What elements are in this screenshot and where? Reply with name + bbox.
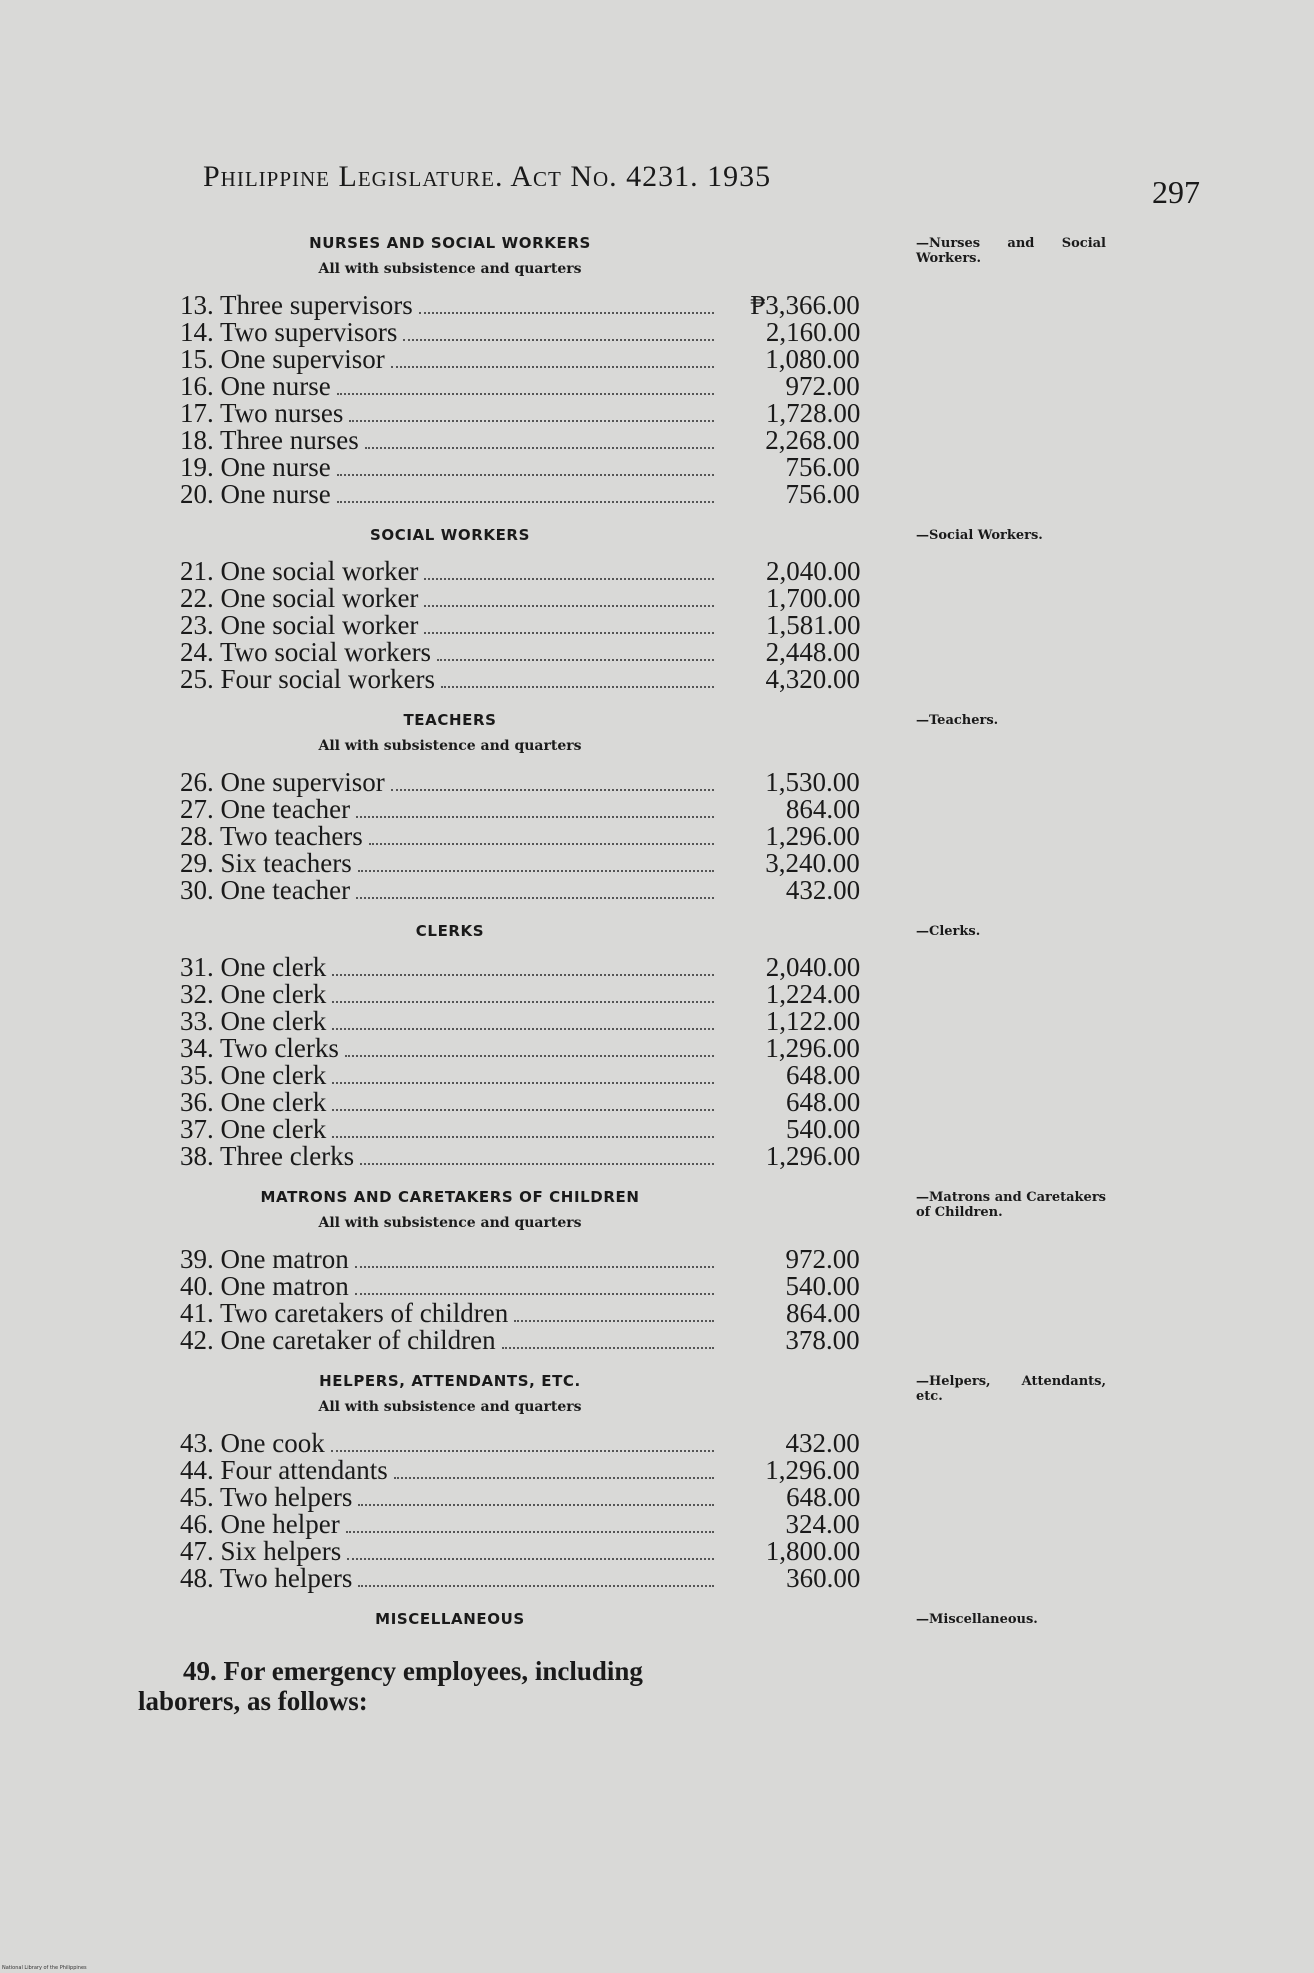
- line-item-amount: 1,728.00: [765, 398, 861, 428]
- line-item-label: 28. Two teachers: [180, 821, 363, 851]
- line-item-amount: 756.00: [785, 479, 860, 509]
- line-item-label: 13. Three supervisors: [180, 290, 413, 320]
- line-item-label: 37. One clerk: [180, 1114, 327, 1144]
- line-item-amount: 1,296.00: [765, 1141, 861, 1171]
- line-item: [180, 1008, 910, 1035]
- dot-leader: [331, 1450, 714, 1452]
- dot-leader: [419, 312, 714, 314]
- section-subheading: All with subsistence and quarters: [318, 1215, 582, 1231]
- line-item-amount: 648.00: [785, 1060, 861, 1090]
- line-item: [180, 666, 910, 693]
- line-item-amount: 3,240.00: [765, 848, 860, 878]
- line-item: [180, 1089, 910, 1116]
- line-item: [180, 292, 910, 319]
- dot-leader: [346, 1531, 714, 1533]
- line-item: [180, 1484, 910, 1511]
- line-item: [180, 1143, 910, 1170]
- line-item: [180, 612, 910, 639]
- dot-leader: [345, 1055, 714, 1057]
- line-item-label: 45. Two helpers: [180, 1482, 353, 1512]
- line-item: [180, 1327, 910, 1354]
- dot-leader: [360, 1163, 714, 1165]
- dot-leader: [337, 501, 714, 503]
- dot-leader: [369, 843, 714, 845]
- line-item: [180, 400, 910, 427]
- dot-leader: [332, 974, 714, 976]
- line-item-label: 21. One social worker: [180, 556, 419, 586]
- dot-leader: [403, 339, 714, 341]
- dot-leader: [332, 1136, 714, 1138]
- line-item-label: 14. Two supervisors: [180, 317, 398, 347]
- line-item-label: 39. One matron: [180, 1244, 349, 1274]
- page-number: 297: [1152, 174, 1200, 210]
- line-item-label: 19. One nurse: [180, 452, 331, 482]
- line-item: [180, 1116, 910, 1143]
- line-item-amount: ₱3,366.00: [750, 290, 860, 320]
- line-item-amount: 432.00: [785, 875, 861, 905]
- margin-note: —Matrons and Caretakers of Children.: [916, 1190, 1106, 1220]
- line-item-label: 22. One social worker: [180, 583, 419, 613]
- dot-leader: [424, 578, 714, 580]
- dot-leader: [347, 1558, 714, 1560]
- section: [180, 230, 1106, 509]
- dot-leader: [358, 1585, 714, 1587]
- line-item-amount: 972.00: [785, 1244, 860, 1274]
- section: [180, 1368, 1106, 1593]
- closing-paragraph: 49. For emergency employees, including laborers, as follows:: [138, 1656, 643, 1716]
- line-item: [180, 823, 910, 850]
- line-item-amount: 432.00: [785, 1428, 860, 1458]
- section-subheading: All with subsistence and quarters: [318, 738, 582, 754]
- line-item: [180, 1565, 910, 1592]
- dot-leader: [332, 1109, 714, 1111]
- line-item-amount: 1,224.00: [765, 979, 861, 1009]
- line-item: [180, 1538, 910, 1565]
- line-item-amount: 648.00: [785, 1087, 861, 1117]
- line-item: [180, 1062, 910, 1089]
- dot-leader: [358, 870, 714, 872]
- line-item: [180, 454, 910, 481]
- line-item: [180, 639, 910, 666]
- line-item: [180, 319, 910, 346]
- line-item: [180, 558, 910, 585]
- section: [180, 1606, 1038, 1642]
- line-item-label: 24. Two social workers: [180, 637, 432, 667]
- dot-leader: [391, 366, 714, 368]
- line-item: [180, 373, 910, 400]
- line-item-label: 36. One clerk: [180, 1087, 327, 1117]
- line-item-label: 31. One clerk: [180, 952, 327, 982]
- line-item: [180, 954, 910, 981]
- line-item-label: 38. Three clerks: [180, 1141, 355, 1171]
- section-heading: MISCELLANEOUS: [375, 1610, 525, 1628]
- line-item-amount: 324.00: [785, 1509, 860, 1539]
- line-item-label: 43. One cook: [180, 1428, 325, 1458]
- section: [180, 707, 999, 905]
- line-item-amount: 360.00: [786, 1563, 861, 1593]
- line-item-amount: 540.00: [785, 1271, 860, 1301]
- line-item-amount: 1,530.00: [765, 767, 860, 797]
- dot-leader: [441, 686, 714, 688]
- section-subheading: All with subsistence and quarters: [318, 261, 582, 277]
- dot-leader: [394, 1477, 714, 1479]
- line-item-amount: 2,040.00: [765, 952, 861, 982]
- line-item: [180, 427, 910, 454]
- line-item-amount: 1,296.00: [765, 821, 860, 851]
- line-item-amount: 1,296.00: [765, 1455, 860, 1485]
- line-item-amount: 1,080.00: [765, 344, 860, 374]
- line-item: [180, 981, 910, 1008]
- line-item-amount: 2,040.00: [765, 556, 861, 586]
- line-item-amount: 1,296.00: [765, 1033, 860, 1063]
- dot-leader: [502, 1347, 714, 1349]
- line-item-amount: 972.00: [785, 371, 860, 401]
- line-item: [180, 1511, 910, 1538]
- line-item: [180, 346, 910, 373]
- line-item-label: 16. One nurse: [180, 371, 331, 401]
- line-item-label: 40. One matron: [180, 1271, 349, 1301]
- dot-leader: [424, 632, 714, 634]
- line-item-amount: 2,160.00: [765, 317, 861, 347]
- section: [180, 522, 1043, 694]
- line-item-amount: 540.00: [785, 1114, 861, 1144]
- line-item: [180, 796, 910, 823]
- line-item-label: 32. One clerk: [180, 979, 327, 1009]
- line-item: [180, 877, 910, 904]
- line-item: [180, 1457, 910, 1484]
- appropriations-list: [138, 224, 1106, 1716]
- dot-leader: [355, 1293, 714, 1295]
- line-item: [180, 850, 910, 877]
- line-item-amount: 1,700.00: [765, 583, 861, 613]
- line-item: [180, 585, 910, 612]
- line-item-label: 33. One clerk: [180, 1006, 327, 1036]
- line-item-label: 25. Four social workers: [180, 664, 435, 694]
- section-subheading: All with subsistence and quarters: [318, 1399, 582, 1415]
- line-item-label: 46. One helper: [180, 1509, 340, 1539]
- line-item-label: 42. One caretaker of children: [180, 1325, 496, 1355]
- line-item-amount: 648.00: [786, 1482, 861, 1512]
- line-item-label: 20. One nurse: [180, 479, 331, 509]
- line-item-label: 15. One supervisor: [180, 344, 385, 374]
- line-item: [180, 1246, 910, 1273]
- line-item-label: 30. One teacher: [180, 875, 351, 905]
- footer-credit: National Library of the Philippines: [2, 1965, 87, 1971]
- line-item-label: 34. Two clerks: [180, 1033, 339, 1063]
- line-item-label: 48. Two helpers: [180, 1563, 353, 1593]
- section-heading: HELPERS, ATTENDANTS, ETC.: [319, 1372, 581, 1390]
- line-item-amount: 864.00: [785, 1298, 861, 1328]
- line-item-label: 29. Six teachers: [180, 848, 352, 878]
- section-heading: TEACHERS: [403, 711, 497, 729]
- line-item-amount: 1,800.00: [765, 1536, 861, 1566]
- line-item: [180, 1273, 910, 1300]
- dot-leader: [437, 659, 714, 661]
- section: [180, 1184, 1106, 1355]
- line-item: [180, 1035, 910, 1062]
- line-item-label: 44. Four attendants: [180, 1455, 388, 1485]
- dot-leader: [391, 789, 714, 791]
- line-item-amount: 1,122.00: [765, 1006, 861, 1036]
- section-heading: NURSES AND SOCIAL WORKERS: [309, 234, 591, 252]
- dot-leader: [337, 474, 714, 476]
- line-item: [180, 1430, 910, 1457]
- dot-leader: [356, 897, 714, 899]
- section-heading: MATRONS AND CARETAKERS OF CHILDREN: [260, 1188, 640, 1206]
- dot-leader: [349, 420, 714, 422]
- margin-note: —Clerks.: [916, 924, 981, 939]
- line-item-amount: 1,581.00: [765, 610, 861, 640]
- margin-note: —Helpers, Attendants, etc.: [916, 1374, 1106, 1404]
- line-item-label: 41. Two caretakers of children: [180, 1298, 509, 1328]
- section: [180, 918, 981, 1171]
- line-item-label: 47. Six helpers: [180, 1536, 342, 1566]
- dot-leader: [365, 447, 714, 449]
- dot-leader: [332, 1001, 714, 1003]
- dot-leader: [358, 1504, 714, 1506]
- line-item-label: 26. One supervisor: [180, 767, 385, 797]
- section-heading: SOCIAL WORKERS: [369, 526, 530, 544]
- margin-note: —Teachers.: [916, 713, 999, 728]
- line-item-label: 18. Three nurses: [180, 425, 359, 455]
- line-item: [180, 1300, 910, 1327]
- line-item-amount: 756.00: [785, 452, 860, 482]
- dot-leader: [514, 1320, 714, 1322]
- margin-note: —Social Workers.: [916, 528, 1043, 543]
- dot-leader: [332, 1028, 714, 1030]
- line-item: [180, 481, 910, 508]
- margin-note: —Nurses and Social Workers.: [916, 236, 1106, 266]
- running-head: Philippine Legislature. Act No. 4231. 1935: [203, 160, 772, 193]
- line-item-label: 17. Two nurses: [180, 398, 344, 428]
- line-item-label: 35. One clerk: [180, 1060, 327, 1090]
- line-item-label: 23. One social worker: [180, 610, 419, 640]
- section-heading: CLERKS: [415, 922, 485, 940]
- line-item-amount: 4,320.00: [765, 664, 860, 694]
- line-item-amount: 864.00: [785, 794, 861, 824]
- dot-leader: [332, 1082, 714, 1084]
- dot-leader: [337, 393, 714, 395]
- line-item-amount: 2,268.00: [765, 425, 860, 455]
- line-item-amount: 378.00: [785, 1325, 860, 1355]
- dot-leader: [355, 1266, 714, 1268]
- dot-leader: [424, 605, 714, 607]
- line-item: [180, 769, 910, 796]
- dot-leader: [356, 816, 714, 818]
- line-item-amount: 2,448.00: [765, 637, 861, 667]
- margin-note: —Miscellaneous.: [916, 1612, 1038, 1627]
- line-item-label: 27. One teacher: [180, 794, 351, 824]
